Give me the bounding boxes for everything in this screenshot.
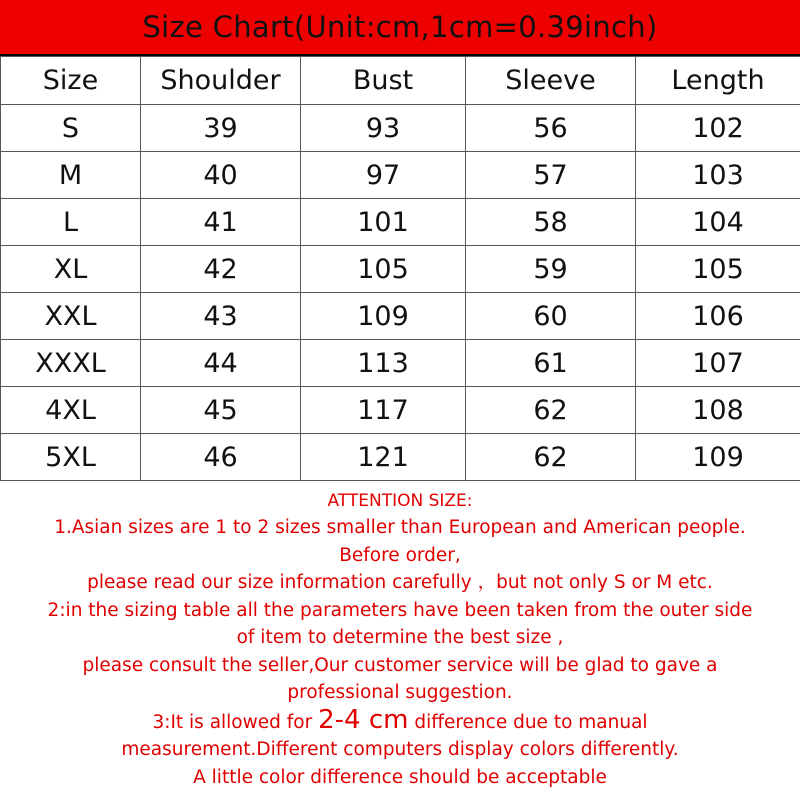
header-bust: Bust <box>301 57 466 105</box>
note-line: please consult the seller,Our customer service will be glad to gave a <box>82 654 718 676</box>
sleeve-cell: 61 <box>466 340 636 387</box>
bust-cell: 121 <box>301 434 466 481</box>
bust-cell: 117 <box>301 387 466 434</box>
sleeve-cell: 56 <box>466 105 636 152</box>
table-row <box>1 199 800 246</box>
bust-cell: 109 <box>301 293 466 340</box>
shoulder-cell: 45 <box>141 387 301 434</box>
header-sleeve: Sleeve <box>466 57 636 105</box>
length-cell: 108 <box>636 387 800 434</box>
header-size: Size <box>1 57 141 105</box>
bust-cell: 113 <box>301 340 466 387</box>
table-row <box>1 105 800 152</box>
length-cell: 102 <box>636 105 800 152</box>
table-row <box>1 434 800 481</box>
size-cell: XL <box>1 246 141 293</box>
tolerance-highlight: 2-4 cm <box>318 704 409 735</box>
sleeve-cell: 62 <box>466 434 636 481</box>
sleeve-cell: 58 <box>466 199 636 246</box>
bust-cell: 105 <box>301 246 466 293</box>
note-line: measurement.Different computers display colors differently. <box>121 739 679 760</box>
length-cell: 104 <box>636 199 800 246</box>
title-bar <box>0 0 800 56</box>
size-cell: XXL <box>1 293 141 340</box>
size-cell: S <box>1 105 141 152</box>
note-line: of item to determine the best size , <box>236 627 564 648</box>
shoulder-cell: 39 <box>141 105 301 152</box>
size-cell: 5XL <box>1 434 141 481</box>
shoulder-cell: 40 <box>141 152 301 199</box>
size-table <box>0 56 800 481</box>
header-length: Length <box>636 57 800 105</box>
note-line: please read our size information carefully ，but not only S or M etc. <box>87 572 713 593</box>
note-text: difference due to manual <box>408 711 648 733</box>
bust-cell: 93 <box>301 105 466 152</box>
shoulder-cell: 43 <box>141 293 301 340</box>
table-row <box>1 293 800 340</box>
sleeve-cell: 59 <box>466 246 636 293</box>
length-cell: 109 <box>636 434 800 481</box>
note-line: A little color difference should be acceptable <box>193 766 607 788</box>
attention-notes <box>0 488 800 791</box>
notes-heading: ATTENTION SIZE: <box>327 491 473 511</box>
length-cell: 105 <box>636 246 800 293</box>
length-cell: 106 <box>636 293 800 340</box>
note-line: professional suggestion. <box>287 682 513 703</box>
note-line: 2:in the sizing table all the parameters have been taken from the outer side <box>47 599 753 621</box>
sleeve-cell: 57 <box>466 152 636 199</box>
sleeve-cell: 62 <box>466 387 636 434</box>
length-cell: 107 <box>636 340 800 387</box>
note-line: 1.Asian sizes are 1 to 2 sizes smaller than European and American people. <box>54 517 746 538</box>
size-cell: L <box>1 199 141 246</box>
table-row <box>1 340 800 387</box>
size-cell: 4XL <box>1 387 141 434</box>
length-cell: 103 <box>636 152 800 199</box>
size-cell: M <box>1 152 141 199</box>
shoulder-cell: 46 <box>141 434 301 481</box>
bust-cell: 97 <box>301 152 466 199</box>
table-row <box>1 387 800 434</box>
note-text: 3:It is allowed for <box>152 711 319 733</box>
bust-cell: 101 <box>301 199 466 246</box>
note-line: Before order, <box>339 544 461 566</box>
sleeve-cell: 60 <box>466 293 636 340</box>
size-cell: XXXL <box>1 340 141 387</box>
note-line <box>0 704 800 737</box>
table-row <box>1 152 800 199</box>
page-title: Size Chart(Unit:cm,1cm=0.39inch) <box>142 10 658 44</box>
table-row <box>1 246 800 293</box>
shoulder-cell: 41 <box>141 199 301 246</box>
header-row <box>1 57 800 105</box>
shoulder-cell: 42 <box>141 246 301 293</box>
shoulder-cell: 44 <box>141 340 301 387</box>
header-shoulder: Shoulder <box>141 57 301 105</box>
